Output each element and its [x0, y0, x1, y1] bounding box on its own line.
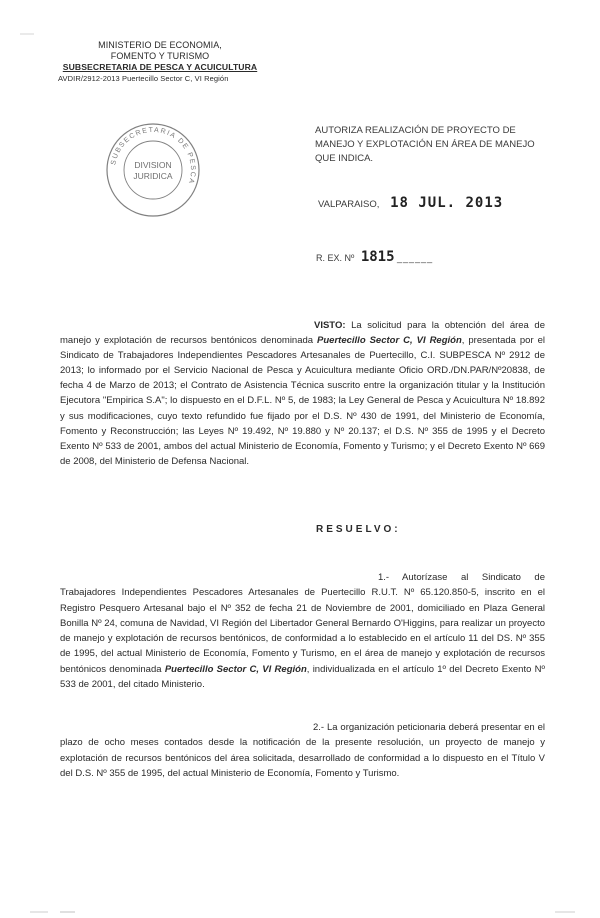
- article-1-text-1: 1.- Autorízase al Sindicato de Trabajadores Independientes Pescadores Artesanales de Puertecillo R.U.T. Nº 65.120.850-5, inscrito en el Registro Pesquero Artesanal bajo el Nº 352 de fecha 21 de Noviembre de 2001, domiciliado en Plaza General Bonilla Nº 24, comuna de Navidad, VI Región del Libertador General Bernardo O'Higgins, para realizar un proyecto de manejo y explotación de recursos bentónicos, de conformidad a lo establecido en el artículo 11 del DS. Nº 355 de 1995, del actual Ministerio de Economía, Fomento y Turismo, en el área de manejo y explotación de recursos bentónicos denominada: [60, 572, 545, 675]
- letterhead: [60, 40, 260, 84]
- visto-area-name: Puertecillo Sector C, VI Región: [317, 335, 462, 347]
- article-1-paragraph: [60, 570, 545, 692]
- resolution-subject: AUTORIZA REALIZACIÓN DE PROYECTO DE MANEJO Y EXPLOTACIÓN EN ÁREA DE MANEJO QUE INDICA.: [315, 125, 535, 164]
- resolution-number: [316, 249, 433, 265]
- rex-label: R. EX. Nº: [316, 253, 355, 263]
- subsecretaria-name: SUBSECRETARIA DE PESCA Y ACUICULTURA: [62, 62, 258, 72]
- division-juridica-stamp: [103, 120, 203, 220]
- visto-text-1: La solicitud para la obtención del área de manejo y explotación de recursos bentónicos denominada: [60, 320, 545, 347]
- rex-underline: ______: [397, 253, 434, 263]
- stamp-center-line-1: DIVISION: [134, 160, 172, 170]
- article-1-area-name: Puertecillo Sector C, VI Región: [164, 663, 307, 675]
- reference-code: AVDIR/2912-2013 Puertecillo Sector C, VI Región: [58, 74, 229, 83]
- place-and-date: [318, 195, 503, 211]
- stamp-center-line-2: JURIDICA: [133, 171, 173, 181]
- place: VALPARAISO,: [318, 199, 380, 210]
- visto-text-2: , presentada por el Sindicato de Trabajadores Independientes Pescadores Artesanales de Puertecillo, C.I. SUBPESCA Nº 2912 de 2013; lo informado por el Servicio Nacional de Pesca y Acuicultura mediante Oficio ORD./DN.PAR/Nº20838, de fecha 4 de Marzo de 2013; el Contrato de Asistencia Técnica suscrito entre la organización titular y la Institución Ejecutora "Empirica S.A"; lo dispuesto en el D.F.L. Nº 5, de 1983; la Ley General de Pesca y Acuicultura Nº 18.892 y sus modificaciones, cuyo texto refundido fue fijado por el D.S. Nº 430 de 1991, del Ministerio de Economía, Fomento y Reconstrucción; las Leyes Nº 19.492, Nº 19.880 y Nº 20.137; el D.S. Nº 355 de 1995 y el Decreto Exento Nº 533 de 2001, ambos del actual Ministerio de Economía, Fomento y Turismo; y el Decreto Exento Nº 669 de 2008, del Ministerio de Defensa Nacional.: [60, 335, 545, 467]
- resuelvo-heading: RESUELVO:: [316, 524, 401, 535]
- visto-paragraph: [60, 318, 545, 469]
- rex-number: 1815: [360, 249, 395, 265]
- article-2-paragraph: 2.- La organización peticionaria deberá presentar en el plazo de ocho meses contados desde la notificación de la presente resolución, un proyecto de manejo y explotación de recursos bentónicos del área solicitada, desarrollado de conformidad a lo dispuesto en el Título V del D.S. Nº 355 de 1995, del actual Ministerio de Economía, Fomento y Turismo.: [60, 722, 545, 779]
- visto-heading: VISTO:: [314, 320, 346, 331]
- ministry-line-2: FOMENTO Y TURISMO: [110, 51, 210, 61]
- stamp-ring-text: SUBSECRETARIA DE PESCA: [110, 126, 197, 186]
- ministry-line-1: MINISTERIO DE ECONOMIA,: [98, 40, 222, 50]
- article-1-text-2: , individualizada en el artículo 1º del Decreto Exento Nº 533 de 2001, del citado Ministerio.: [60, 663, 545, 691]
- date-stamp: 18 JUL. 2013: [390, 195, 504, 211]
